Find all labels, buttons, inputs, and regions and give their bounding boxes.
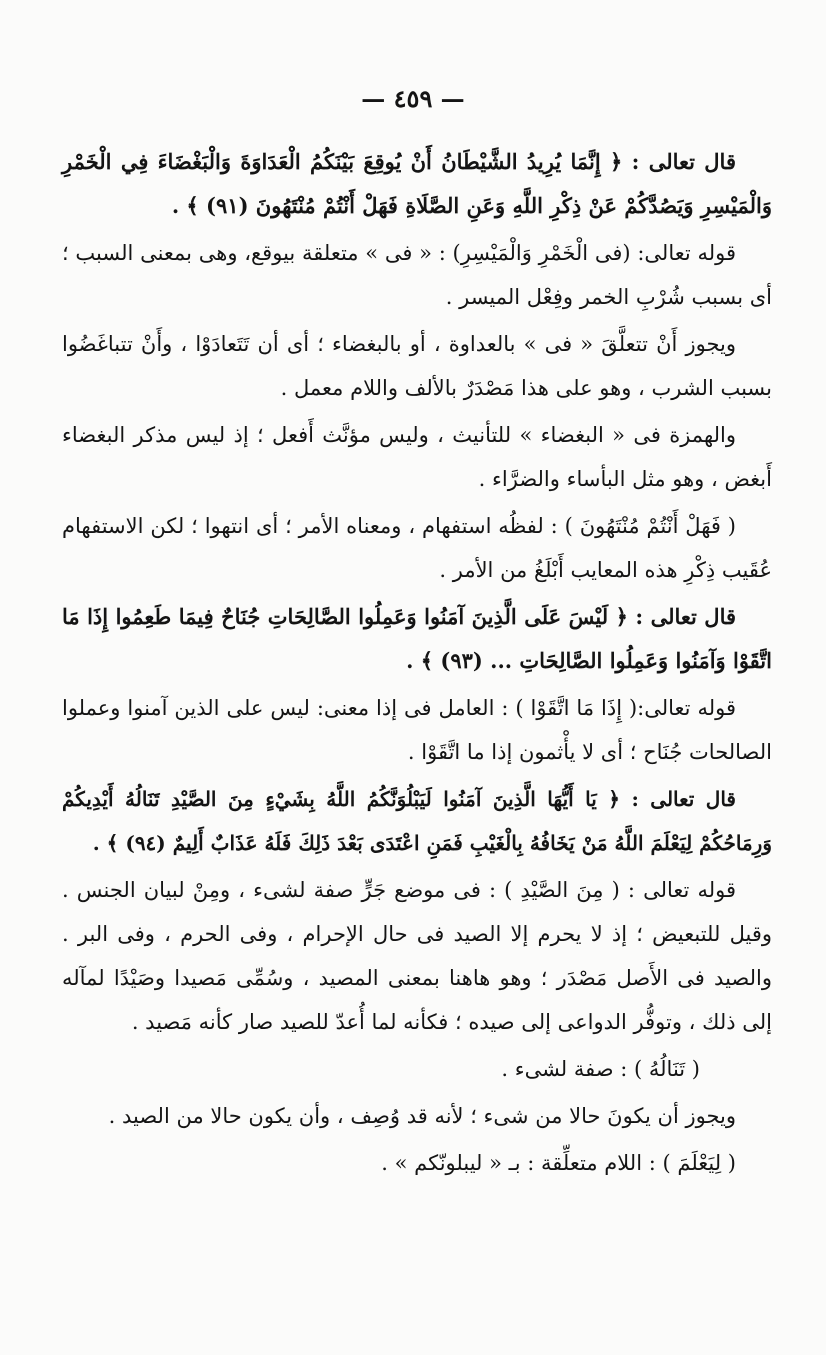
commentary-min-al-sayd: قوله تعالى : ( مِنَ الصَّيْدِ ) : فى موضع جَرٍّ صفة لشىء ، ومِنْ لبيان الجنس . وقيل للتبعيض ؛ إذ لا يحرم إلا الصيد فى حال الإحرام ، وفى الحرم ، وفى البر . والصيد فى الأَصل مَصْدَر ؛ وهو هاهنا بمعنى المصيد ، وسُمِّى مَصيدا وصَيْدًا لمآله إلى ذلك ، وتوفُّر الدواعى إلى صيده ؛ فكأنه لما أُعدّ للصيد صار كأنه مَصيد . xyxy=(62,878,772,1034)
commentary-hal: ويجوز أن يكونَ حالا من شىء ؛ لأنه قد وُصِف ، وأن يكون حالا من الصيد . xyxy=(108,1104,736,1128)
commentary-al-baghda: والهمزة فى « البغضاء » للتأنيث ، وليس مؤنَّث أَفعل ؛ إذ ليس مذكر البغضاء أَبغض ، وهو مثل البأساء والضرَّاء . xyxy=(62,423,772,491)
commentary-fi-al-khamr: قوله تعالى: (فى الْخَمْرِ وَالْمَيْسِرِ) : « فى » متعلقة بيوقع، وهى بمعنى السبب ؛ أى بسبب شُرْبِ الخمر وفِعْل الميسر . xyxy=(62,241,772,309)
commentary-fahal-antum: ( فَهَلْ أَنْتُمْ مُنْتَهُونَ ) : لفظُه استفهام ، ومعناه الأمر ؛ أى انتهوا ؛ لكن الاستفهام عُقَيب ذِكْرِ هذه المعايب أَبْلَغُ من الأمر . xyxy=(62,514,772,582)
commentary-tanaluhu: ( تَنَالُهُ ) : صفة لشىء . xyxy=(501,1057,700,1081)
commentary-alternative-attachment: ويجوز أَنْ تتعلَّقَ « فى » بالعداوة ، أو بالبغضاء ؛ أى أن تَتَعادَوْا ، وأَنْ تتباغَضُوا بسبب الشرب ، وهو على هذا مَصْدَرٌ بالألف واللام معمل . xyxy=(62,332,772,400)
quran-verse-94: قال تعالى : ﴿ يَا أَيُّهَا الَّذِينَ آمَنُوا لَيَبْلُوَنَّكُمُ اللَّهُ بِشَيْءٍ مِنَ الصَّيْدِ تَنَالُهُ أَيْدِيكُمْ وَرِمَاحُكُمْ لِيَعْلَمَ اللَّهُ مَنْ يَخَافُهُ بِالْغَيْبِ فَمَنِ اعْتَدَى بَعْدَ ذَلِكَ فَلَهُ عَذَابٌ أَلِيمٌ (٩٤) ﴾ . xyxy=(62,787,772,855)
page-number: — ٤٥٩ — xyxy=(361,84,465,113)
commentary-idha-ma-ittaqaw: قوله تعالى:( إِذَا مَا اتَّقَوْا ) : العامل فى إذا معنى: ليس على الذين آمنوا وعملوا الصالحات جُنَاح ؛ أى لا يأْثمون إذا ما اتَّقَوْا . xyxy=(62,696,772,764)
quran-verse-91: قال تعالى : ﴿ إِنَّمَا يُرِيدُ الشَّيْطَانُ أَنْ يُوقِعَ بَيْنَكُمُ الْعَدَاوَةَ وَالْبَغْضَاءَ فِي الْخَمْرِ وَالْمَيْسِرِ وَيَصُدَّكُمْ عَنْ ذِكْرِ اللَّهِ وَعَنِ الصَّلَاةِ فَهَلْ أَنْتُمْ مُنْتَهُونَ (٩١) ﴾ . xyxy=(62,149,772,218)
page-text xyxy=(62,140,772,1188)
quran-verse-93: قال تعالى : ﴿ لَيْسَ عَلَى الَّذِينَ آمَنُوا وَعَمِلُوا الصَّالِحَاتِ جُنَاحٌ فِيمَا طَعِمُوا إِذَا مَا اتَّقَوْا وَآمَنُوا وَعَمِلُوا الصَّالِحَاتِ ... (٩٣) ﴾ . xyxy=(62,604,772,673)
commentary-liyalama: ( لِيَعْلَمَ ) : اللام متعلِّقة : بـ « ليبلونّكم » . xyxy=(381,1151,736,1175)
